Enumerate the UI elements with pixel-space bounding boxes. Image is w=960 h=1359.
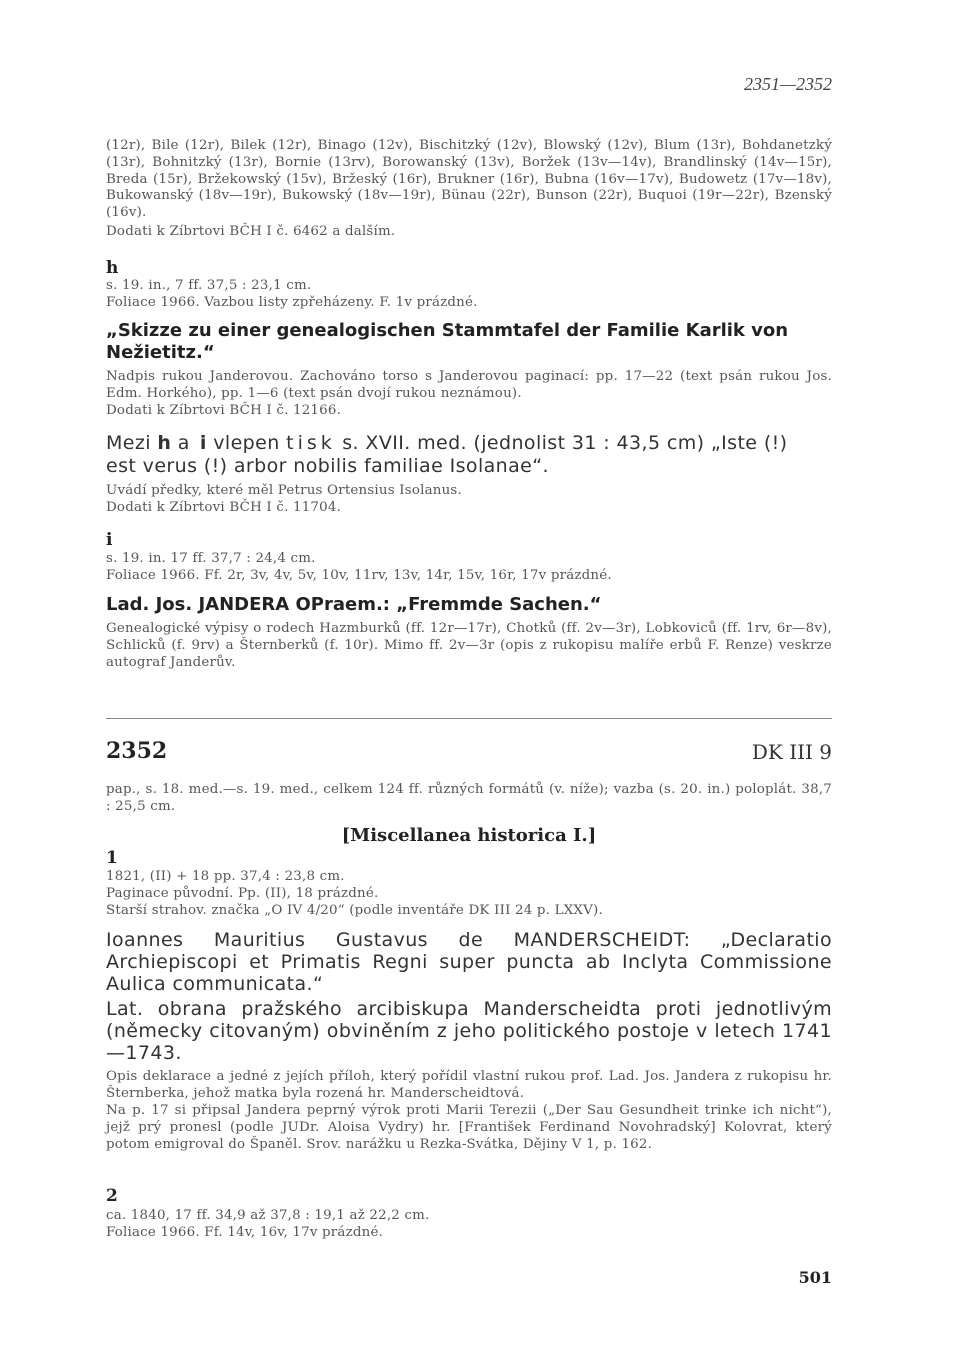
part-i-foliation: Foliace 1966. Ff. 2r, 3v, 4v, 5v, 10v, 11rv, 13v, 14r, 15v, 16r, 17v prázdné.	[106, 568, 612, 583]
part-2-physical: ca. 1840, 17 ff. 34,9 až 37,8 : 19,1 až 22,2 cm.	[106, 1208, 430, 1223]
part-2-foliation: Foliace 1966. Ff. 14v, 16v, 17v prázdné.	[106, 1225, 384, 1240]
inserted-print-line1	[106, 432, 832, 454]
part-1-title: Ioannes Mauritius Gustavus de MANDERSCHEIDT: „Declaratio Archiepiscopi et Primatis Regni super puncta ab Inclyta Commissione Aulica communicata.“	[106, 929, 832, 995]
names-reference: Dodati k Zíbrtovi BČH I č. 6462 a dalším.	[106, 224, 396, 239]
entry-number: 2352	[106, 738, 168, 764]
insert-i: i	[199, 432, 207, 454]
entry-description: pap., s. 18. med.—s. 19. med., celkem 124 ff. různých formátů (v. níže); vazba (s. 20. in.) poloplát. 38,7 : 25,5 cm.	[106, 782, 832, 814]
part-1-physical: 1821, (II) + 18 pp. 37,4 : 23,8 cm.	[106, 869, 345, 884]
part-i-label: i	[106, 530, 113, 550]
running-head: 2351—2352	[743, 74, 832, 94]
part-1-note-copy: Opis deklarace a jedné z jejích příloh, který pořídil vlastní rukou prof. Lad. Jos. Jandera z rukopisu hr. Šternberka, jehož matka byla rozená hr. Manderscheidtová.	[106, 1069, 832, 1101]
part-1-label: 1	[106, 848, 118, 868]
insert-a: a	[177, 432, 194, 454]
insert-h: h	[157, 432, 172, 454]
insert-reference: Dodati k Zíbrtovi BČH I č. 11704.	[106, 500, 342, 515]
part-h-foliation: Foliace 1966. Vazbou listy zpřeházeny. F. 1v prázdné.	[106, 295, 478, 310]
part-h-reference: Dodati k Zíbrtovi BČH I č. 12166.	[106, 403, 342, 418]
entry-signature: DK III 9	[751, 740, 832, 764]
entry-divider	[106, 718, 832, 719]
insert-text1: s. XVII. med. (jednolist 31 : 43,5 cm) „Iste (!)	[342, 432, 788, 454]
part-h-note: Nadpis rukou Janderovou. Zachováno torso s Janderovou paginací: pp. 17—22 (text psán rukou Jos. Edm. Horkého), pp. 1—6 (text psán dvojí rukou neznámou).	[106, 369, 832, 401]
insert-note: Uvádí předky, které měl Petrus Ortensius Isolanus.	[106, 483, 462, 498]
insert-verb: vlepen	[213, 432, 280, 454]
part-h-label: h	[106, 258, 119, 278]
part-2-label: 2	[106, 1186, 118, 1206]
insert-tisk: tisk	[286, 432, 336, 454]
part-1-summary: Lat. obrana pražského arcibiskupa Manderscheidta proti jednotlivým (německy citovaným) obviněním z jeho politického postoje v letech 1741—1743.	[106, 998, 832, 1064]
insert-pre: Mezi	[106, 432, 151, 454]
part-1-pagination: Paginace původní. Pp. (II), 18 prázdné.	[106, 886, 379, 901]
part-1-note-remark: Na p. 17 si připsal Jandera peprný výrok proti Marii Terezii („Der Sau Gesundheit trinke ich nicht“), jejž prý pronesl (podle JUDr. Aloisa Vydry) hr. [František Ferdinand Novohradský] Kolovrat, který potom emigroval do Španěl. Srov. narážku u Rezka-Svátka, Dějiny V 1, p. 162.	[106, 1103, 832, 1152]
collective-title: [Miscellanea historica I.]	[341, 825, 597, 846]
part-i-note: Genealogické výpisy o rodech Hazmburků (ff. 12r—17r), Chotků (ff. 2v—3r), Lobkoviců (ff. 1rv, 6r—8v), Schlicků (f. 9rv) a Šternberků (f. 10r). Mimo ff. 2v—3r (opis z rukopisu malíře erbů F. Renze) veskrze autograf Janderův.	[106, 621, 832, 670]
part-h-physical: s. 19. in., 7 ff. 37,5 : 23,1 cm.	[106, 278, 312, 293]
part-1-shelfmark: Starší strahov. značka „O IV 4/20“ (podle inventáře DK III 24 p. LXXV).	[106, 903, 603, 918]
part-i-physical: s. 19. in. 17 ff. 37,7 : 24,4 cm.	[106, 551, 316, 566]
part-i-title: Lad. Jos. JANDERA OPraem.: „Fremmde Sachen.“	[106, 594, 602, 615]
inserted-print-line2: est verus (!) arbor nobilis familiae Isolanae“.	[106, 455, 549, 477]
page-number: 501	[798, 1268, 832, 1287]
part-h-title: „Skizze zu einer genealogischen Stammtafel der Familie Karlik von Nežietitz.“	[106, 320, 789, 363]
names-list: (12r), Bile (12r), Bilek (12r), Binago (12v), Bischitzký (12v), Blowský (12v), Blum (13r), Bohdanetzký (13r), Bohnitzký (13r), Bornie (13rv), Borowanský (13v), Boržek (13v—14v), Brandlinský (14v—15r), Breda (15r), Bržekowský (15v), Bržeský (16r), Brukner (16r), Bubna (16v—17v), Budowetz (17v—18v), Bukowanský (18v—19r), Bukowský (18v—19r), Bünau (22r), Bunson (22r), Buquoi (19r—22r), Bzenský (16v).	[106, 138, 832, 221]
